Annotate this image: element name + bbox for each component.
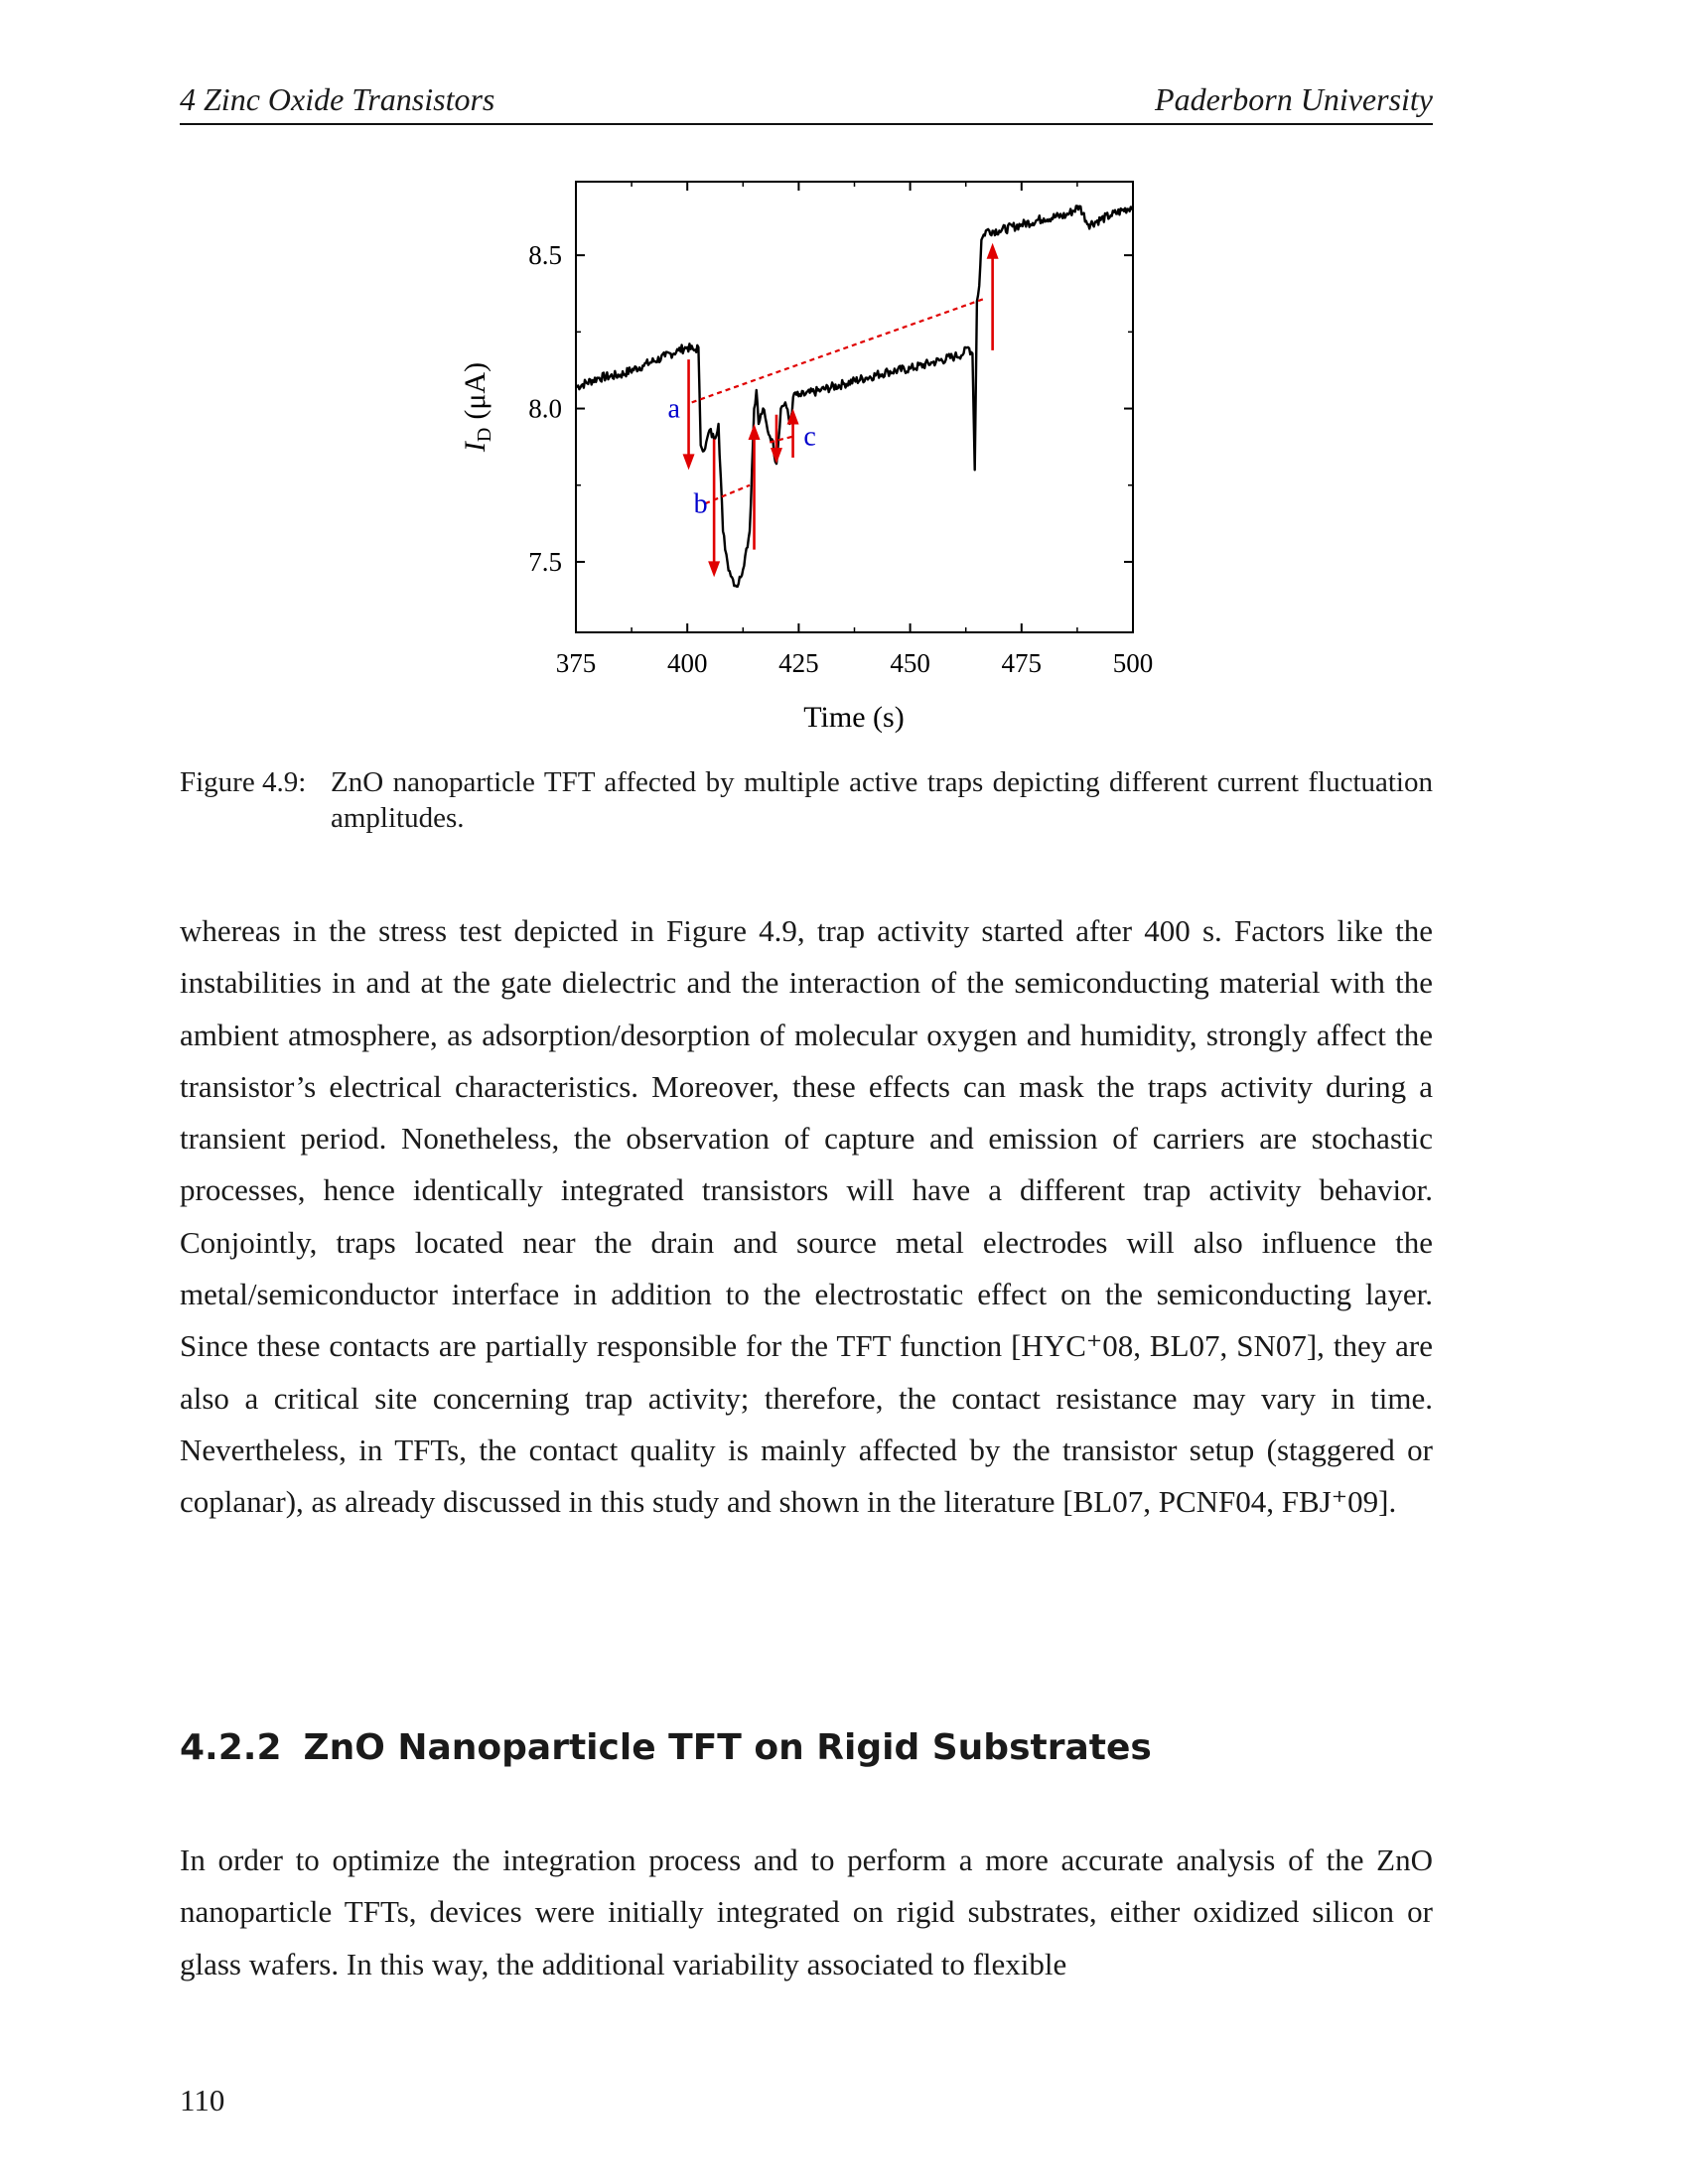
- figure-4-9-chart: [0, 0, 1688, 754]
- section-heading: [180, 1727, 1152, 1768]
- dashed-trend-line: [705, 485, 750, 504]
- y-tick-label: 7.5: [528, 546, 562, 577]
- y-axis-label-unit: (μA): [459, 361, 492, 420]
- plot-frame: [576, 182, 1133, 632]
- x-tick-label: 475: [1001, 648, 1043, 678]
- data-series: [576, 205, 1133, 587]
- body-paragraph-1: whereas in the stress test depicted in Figure 4.9, trap activity started after 400 s. Factors like the instabilities in and at the gate dielectric and the interaction of the semiconducting material with the ambient atmosphere, as adsorption/desorption of molecular oxygen and humidity, strongly affect the transistor’s electrical characteristics. Moreover, these effects can mask the traps activity during a transient period. Nonetheless, the observation of capture and emission of carriers are stochastic processes, hence identically integrated transistors will have a different trap activity behavior. Conjointly, traps located near the drain and source metal electrodes will also influence the metal/semiconductor interface in addition to the electrostatic effect on the semiconducting layer. Since these contacts are partially responsible for the TFT function [HYC⁺08, BL07, SN07], they are also a critical site concerning trap activity; therefore, the contact resistance may vary in time. Nevertheless, in TFTs, the contact quality is mainly affected by the transistor setup (staggered or coplanar), as already discussed in this study and shown in the literature [BL07, PCNF04, FBJ⁺09].: [180, 913, 1433, 1520]
- x-tick-label: 450: [890, 648, 930, 678]
- trap-arrow-head: [683, 454, 695, 470]
- y-axis-label-sub: D: [474, 427, 495, 443]
- axis-ticks: [576, 182, 1133, 632]
- body-paragraph-2: In order to optimize the integration process and to perform a more accurate analysis of the ZnO nanoparticle TFTs, devices were initially integrated on rigid substrates, either oxidized silicon or glass wafers. In this way, the additional variability associated to flexible: [180, 1843, 1433, 1981]
- y-axis-label: [459, 362, 495, 453]
- figure-caption: [180, 764, 1433, 836]
- y-tick-label: 8.5: [528, 240, 562, 271]
- section-title: ZnO Nanoparticle TFT on Rigid Substrates: [303, 1727, 1152, 1768]
- x-tick-label: 375: [555, 648, 597, 678]
- trap-label-b: b: [693, 488, 708, 520]
- header-chapter: 4 Zinc Oxide Transistors: [180, 81, 495, 117]
- caption-label: Figure 4.9:: [180, 766, 307, 798]
- trap-arrow-head: [749, 424, 761, 440]
- x-tick-label: 400: [666, 648, 708, 678]
- caption-text: ZnO nanoparticle TFT affected by multiple active traps depicting different current fluctuation amplitudes.: [331, 766, 1433, 834]
- y-axis-label-main: I: [459, 442, 492, 453]
- y-tick-label: 8.0: [528, 393, 562, 424]
- page-number: 110: [180, 2083, 225, 2117]
- dashed-trend-line: [770, 436, 794, 442]
- trap-arrow-head: [771, 448, 782, 464]
- trap-arrow-head: [708, 561, 720, 577]
- trap-label-a: a: [667, 393, 680, 425]
- x-axis-label: Time (s): [803, 701, 905, 734]
- trap-arrow-head: [987, 243, 999, 259]
- header-institution: Paderborn University: [1155, 81, 1433, 117]
- axis-tick-labels: [528, 240, 1153, 678]
- series-line-I_D: [576, 205, 1133, 587]
- section-number: 4.2.2: [180, 1727, 282, 1768]
- trap-label-c: c: [803, 421, 816, 453]
- x-tick-label: 500: [1112, 648, 1154, 678]
- annotations: [668, 243, 999, 578]
- x-tick-label: 425: [778, 648, 819, 678]
